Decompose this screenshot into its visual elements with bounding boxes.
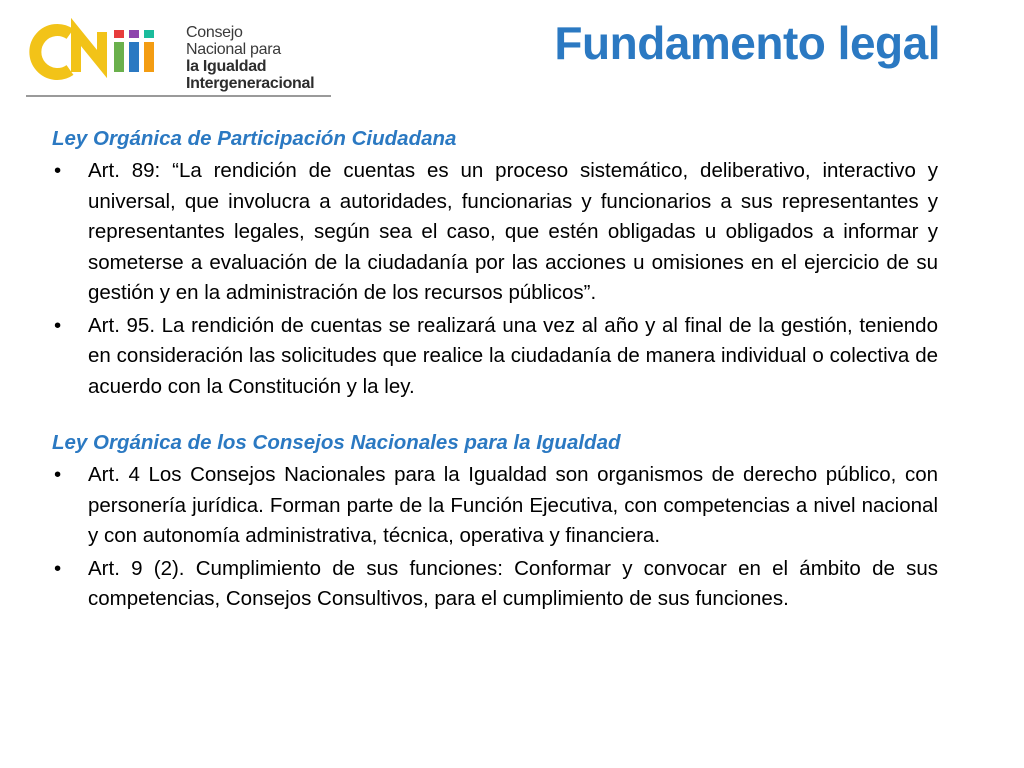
- header-divider: [26, 95, 331, 97]
- logo-line-3: la Igualdad: [186, 58, 267, 75]
- list-item: [52, 156, 938, 309]
- logo-wordmark: [186, 24, 314, 92]
- bullet-list: [52, 460, 938, 615]
- section-heading: Ley Orgánica de Participación Ciudadana: [52, 127, 457, 150]
- logo-line-4: Intergeneracional: [186, 75, 315, 92]
- cnii-logo-mark: [26, 12, 176, 92]
- bullet-dot: •: [54, 463, 62, 486]
- logo-line-1: Consejo: [186, 24, 243, 41]
- section-lopc: [52, 124, 938, 402]
- slide-content: [52, 124, 938, 617]
- list-item-text: Art. 89: “La rendición de cuentas es un proceso sistemático, deliberativo, interactivo y universal, que involucra a autoridades, funcionarias y funcionarios a sus representantes y representantes legales, según sea el caso, que estén obligadas u obligados a informar y someterse a evaluación de la ciudadanía por las acciones u omisiones en el ejercicio de su gestión y en la administración de los recursos públicos”.: [88, 159, 938, 304]
- logo-line-2: Nacional para: [186, 41, 281, 58]
- page-title: Fundamento legal: [554, 17, 940, 69]
- section-locni: [52, 428, 938, 615]
- bullet-list: [52, 156, 938, 402]
- list-item-text: Art. 9 (2). Cumplimiento de sus funciones: Conformar y convocar en el ámbito de sus competencias, Consejos Consultivos, para el cumplimiento de sus funciones.: [88, 556, 938, 610]
- section-heading: Ley Orgánica de los Consejos Nacionales para la Igualdad: [52, 431, 621, 454]
- list-item: [52, 311, 938, 403]
- list-item: [52, 554, 938, 615]
- bullet-dot: •: [54, 159, 62, 182]
- list-item-text: Art. 95. La rendición de cuentas se realizará una vez al año y al final de la gestión, teniendo en consideración las solicitudes que realice la ciudadanía de manera individual o colectiva de acuerdo con la Constitución y la ley.: [88, 313, 938, 398]
- list-item: [52, 460, 938, 552]
- bullet-dot: •: [54, 313, 62, 337]
- bullet-dot: •: [54, 556, 62, 580]
- list-item-text: Art. 4 Los Consejos Nacionales para la Igualdad son organismos de derecho público, con personería jurídica. Forman parte de la Función Ejecutiva, con competencias a nivel nacional y con autonomía administrativa, técnica, operativa y financiera.: [88, 463, 938, 547]
- cnii-logo: [26, 12, 336, 98]
